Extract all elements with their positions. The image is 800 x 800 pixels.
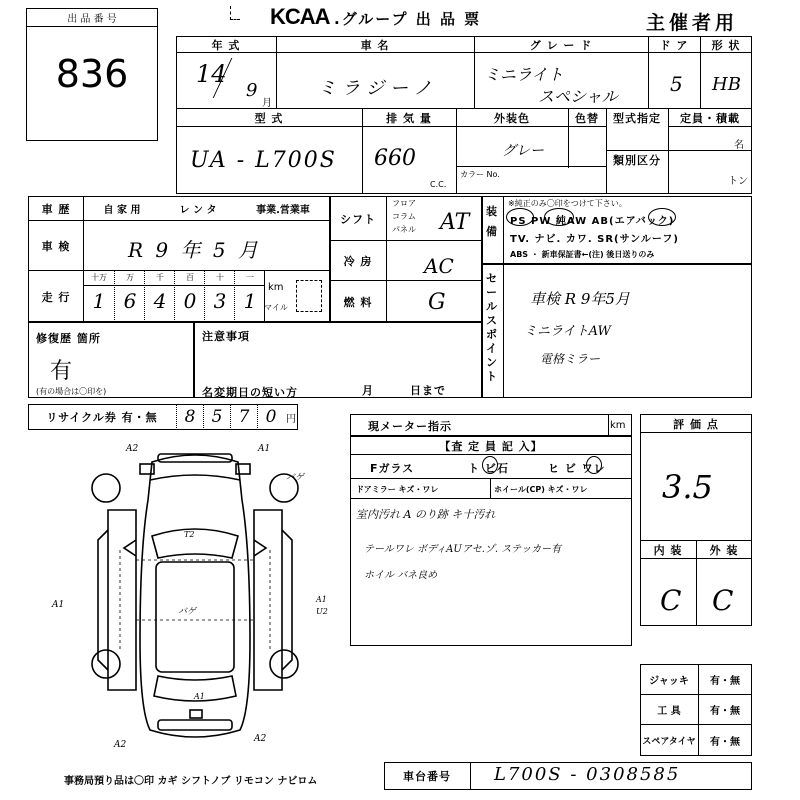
mileage-digit: 1 — [92, 289, 106, 313]
capacity-unit-tons: トン — [728, 176, 748, 187]
capacity-unit-persons: 名 — [734, 140, 744, 151]
category-label: 類別区分 — [613, 154, 661, 167]
model-label: 型 式 — [254, 111, 284, 125]
mileage-digit-label: 百 — [186, 273, 194, 282]
aircon-value: AC — [424, 254, 454, 278]
ab-circle — [648, 208, 676, 226]
mileage-unit-mile: マイル — [264, 303, 288, 312]
damage-mark-rear-right: A2 — [254, 734, 267, 744]
car-name-value: ミラジーノ — [318, 78, 438, 99]
mileage-digit-cell — [114, 271, 144, 322]
damage-mark-rear-left: A2 — [114, 740, 127, 750]
form-title: .グループ 出 品 票 — [334, 10, 482, 28]
inspection-label: 車 検 — [41, 239, 71, 253]
damage-mark-rear: A1 — [194, 692, 205, 701]
repair-note: (有の場合は〇印を) — [36, 387, 107, 396]
mileage-digit: 3 — [213, 289, 227, 313]
mileage-digit-label: 十 — [216, 273, 224, 282]
mileage-digit: 6 — [123, 289, 137, 313]
windshield-crack: ヒ ビ ワレ — [548, 462, 606, 475]
sales-point-2: ミニライトAW — [524, 324, 611, 339]
spare-tire-choice: 有・無 — [710, 736, 740, 748]
month-unit: 月 — [262, 98, 272, 109]
year-label: 年 式 — [211, 38, 241, 52]
history-rental: レ ン タ — [179, 205, 217, 216]
fuel-value: G — [428, 290, 446, 315]
equipment-line1: PS PW 純AW AB(エアバック) — [510, 216, 675, 227]
shift-column: コラム — [392, 212, 416, 221]
damage-mark-roof-center: バゲ — [178, 607, 197, 617]
lot-number-value: 836 — [55, 52, 129, 96]
equipment-line3: ABS ・ 新車保証書←(注) 後日送りのみ — [510, 250, 655, 259]
row-divider — [456, 126, 606, 127]
lot-number-label: 出 品 番 号 — [27, 9, 157, 27]
month-value: 9 — [246, 80, 258, 101]
copy-type: 主催者用 — [646, 12, 739, 34]
rating-label: 評 価 点 — [673, 417, 719, 431]
mileage-digit-label: 千 — [156, 273, 164, 282]
office-items: 事務局預り品は〇印 カギ シフトノブ リモコン ナビロム — [64, 776, 318, 787]
dashed-corner — [230, 6, 240, 20]
history-label: 車 歴 — [41, 202, 71, 216]
mileage-digit-label: 一 — [246, 273, 254, 282]
inspector-comment-3: ホイル バネ良め — [364, 570, 438, 581]
color-number-label: カラー No. — [460, 170, 500, 179]
row-divider — [350, 498, 632, 499]
grade-value-line1: ミニライト — [484, 65, 564, 84]
row-divider — [640, 432, 752, 433]
row-divider — [668, 126, 752, 127]
shape-value: HB — [712, 74, 741, 95]
row-divider — [176, 126, 466, 127]
mileage-unit-km: km — [268, 282, 284, 293]
tools-label: 工 具 — [657, 705, 681, 717]
car-damage-diagram — [40, 440, 350, 760]
row-divider — [350, 454, 632, 455]
mileage-digit-cell — [204, 271, 234, 322]
shift-label: シフト — [340, 212, 376, 226]
sales-points-block — [482, 264, 752, 398]
mileage-grid — [84, 271, 264, 322]
meter-unit: km — [610, 420, 626, 431]
windshield-circle — [482, 456, 498, 474]
ownership-label: 名変期日の短い方 — [202, 386, 298, 399]
windshield-circle — [586, 456, 602, 474]
brand-logo: KCAA — [270, 4, 330, 29]
col-divider — [608, 414, 609, 436]
row-divider — [84, 285, 264, 286]
exterior-color-value: グレー — [502, 143, 544, 159]
doors-value: 5 — [670, 72, 683, 96]
lot-number-box — [26, 8, 158, 141]
col-divider — [490, 478, 491, 498]
chassis-label: 車台番号 — [403, 770, 451, 783]
mileage-digit: 1 — [243, 289, 257, 313]
mileage-digit-cell — [144, 271, 174, 322]
ownership-day: 日まで — [410, 384, 446, 397]
mirror-label: ドアミラー キズ・ワレ — [356, 485, 439, 494]
car-name-label: 車 名 — [360, 38, 390, 52]
ownership-month: 月 — [362, 384, 374, 397]
model-designation-label: 型式指定 — [613, 111, 661, 125]
mileage-digit-label: 万 — [126, 273, 134, 282]
fuel-label: 燃 料 — [343, 295, 373, 309]
recycle-digit: 8 — [176, 404, 203, 430]
recycle-digit: 7 — [230, 404, 257, 430]
row-divider — [456, 166, 606, 167]
tools-choice: 有・無 — [710, 705, 740, 717]
displacement-label: 排 気 量 — [386, 111, 432, 125]
recycle-unit: 円 — [286, 414, 296, 425]
damage-mark-front-right: A1 — [258, 444, 271, 454]
year-value: 14 — [196, 60, 227, 88]
capacity-label: 定員・積載 — [680, 111, 740, 125]
equipment-label: 装備 — [486, 205, 498, 238]
damage-mark-right-top: バゲ — [286, 473, 305, 483]
inspector-comment-1: 室内汚れ A のり跡 キ十汚れ — [356, 508, 496, 521]
equipment-line2: TV. ナビ. カワ. SR(サンルーフ) — [510, 234, 679, 245]
mileage-digit: 0 — [183, 289, 197, 313]
mileage-digit-cell — [234, 271, 264, 322]
exterior-color-label: 外装色 — [494, 111, 530, 125]
exterior-value: C — [712, 584, 734, 617]
col-divider — [264, 271, 265, 322]
cc-unit: C.C. — [430, 180, 447, 189]
mileage-label: 走 行 — [41, 290, 71, 304]
col-divider — [470, 762, 471, 790]
windshield-label: Fガラス — [370, 462, 415, 475]
shift-panel: パネル — [392, 225, 416, 234]
row-divider — [350, 478, 632, 479]
grade-label: グ レ ー ド — [529, 38, 593, 52]
mileage-dashed-box — [296, 280, 322, 312]
exterior-label: 外 装 — [709, 543, 739, 557]
interior-label: 内 装 — [653, 543, 683, 557]
equipment-note: ※純正のみ〇印をつけて下さい。 — [508, 199, 627, 208]
inspection-value: R 9 年 5 月 — [128, 238, 261, 262]
jack-choice: 有・無 — [710, 675, 740, 687]
ps-circle — [506, 208, 534, 226]
interior-value: C — [660, 584, 682, 617]
pw-circle — [544, 208, 574, 226]
color-change-label: 色替 — [575, 111, 599, 125]
shift-value: AT — [440, 210, 470, 235]
model-value: UA - L700S — [190, 148, 337, 173]
grade-value-line2: スペシャル — [538, 87, 618, 106]
mileage-digit-label: 十万 — [91, 273, 107, 282]
recycle-digit: 5 — [203, 404, 230, 430]
damage-mark-right: A1 U2 — [316, 595, 328, 616]
jack-label: ジャッキ — [649, 675, 689, 687]
displacement-value: 660 — [374, 146, 416, 171]
recycle-digit: 0 — [257, 404, 284, 430]
wheel-label: ホイール(CP) キズ・ワレ — [494, 485, 588, 494]
notes-label: 注意事項 — [202, 330, 250, 343]
recycle-label: リサイクル券 有・無 — [46, 411, 158, 424]
repair-label: 修復歴 箇所 — [36, 332, 101, 345]
mileage-digit-cell — [174, 271, 204, 322]
meter-label: 現メーター指示 — [368, 420, 452, 433]
rating-score: 3.5 — [662, 468, 713, 506]
repair-value: 有 — [50, 359, 73, 384]
mileage-digit: 4 — [153, 289, 167, 313]
doors-label: ド ア — [659, 38, 689, 52]
mileage-digit-cell — [84, 271, 114, 322]
inspector-comment-2: テールワレ ボディAUアセ.ゾ. ステッカー有 — [364, 544, 562, 555]
sales-points-label: セールスポイント — [486, 272, 498, 383]
history-commercial: 事業.営業車 — [256, 205, 310, 216]
sales-point-3: 電格ミラー — [540, 352, 601, 366]
col-divider — [386, 196, 387, 322]
recycle-grid — [176, 404, 284, 430]
sales-point-1: 車検 R 9年5月 — [530, 290, 630, 308]
history-private: 自 家 用 — [103, 205, 141, 216]
inspector-title: 【査 定 員 記 入】 — [439, 439, 543, 453]
windshield-chip: ト ビ石 — [468, 462, 509, 475]
damage-mark-left: A1 — [52, 600, 65, 610]
shape-label: 形 状 — [711, 38, 741, 52]
aircon-label: 冷 房 — [343, 254, 373, 268]
shift-floor: フロア — [392, 199, 416, 208]
damage-mark-roof: T2 — [184, 530, 195, 539]
chassis-value: L700S - 0308585 — [494, 764, 681, 785]
damage-mark-front: A2 — [126, 444, 139, 454]
spare-tire-label: スペアタイヤ — [642, 736, 696, 747]
